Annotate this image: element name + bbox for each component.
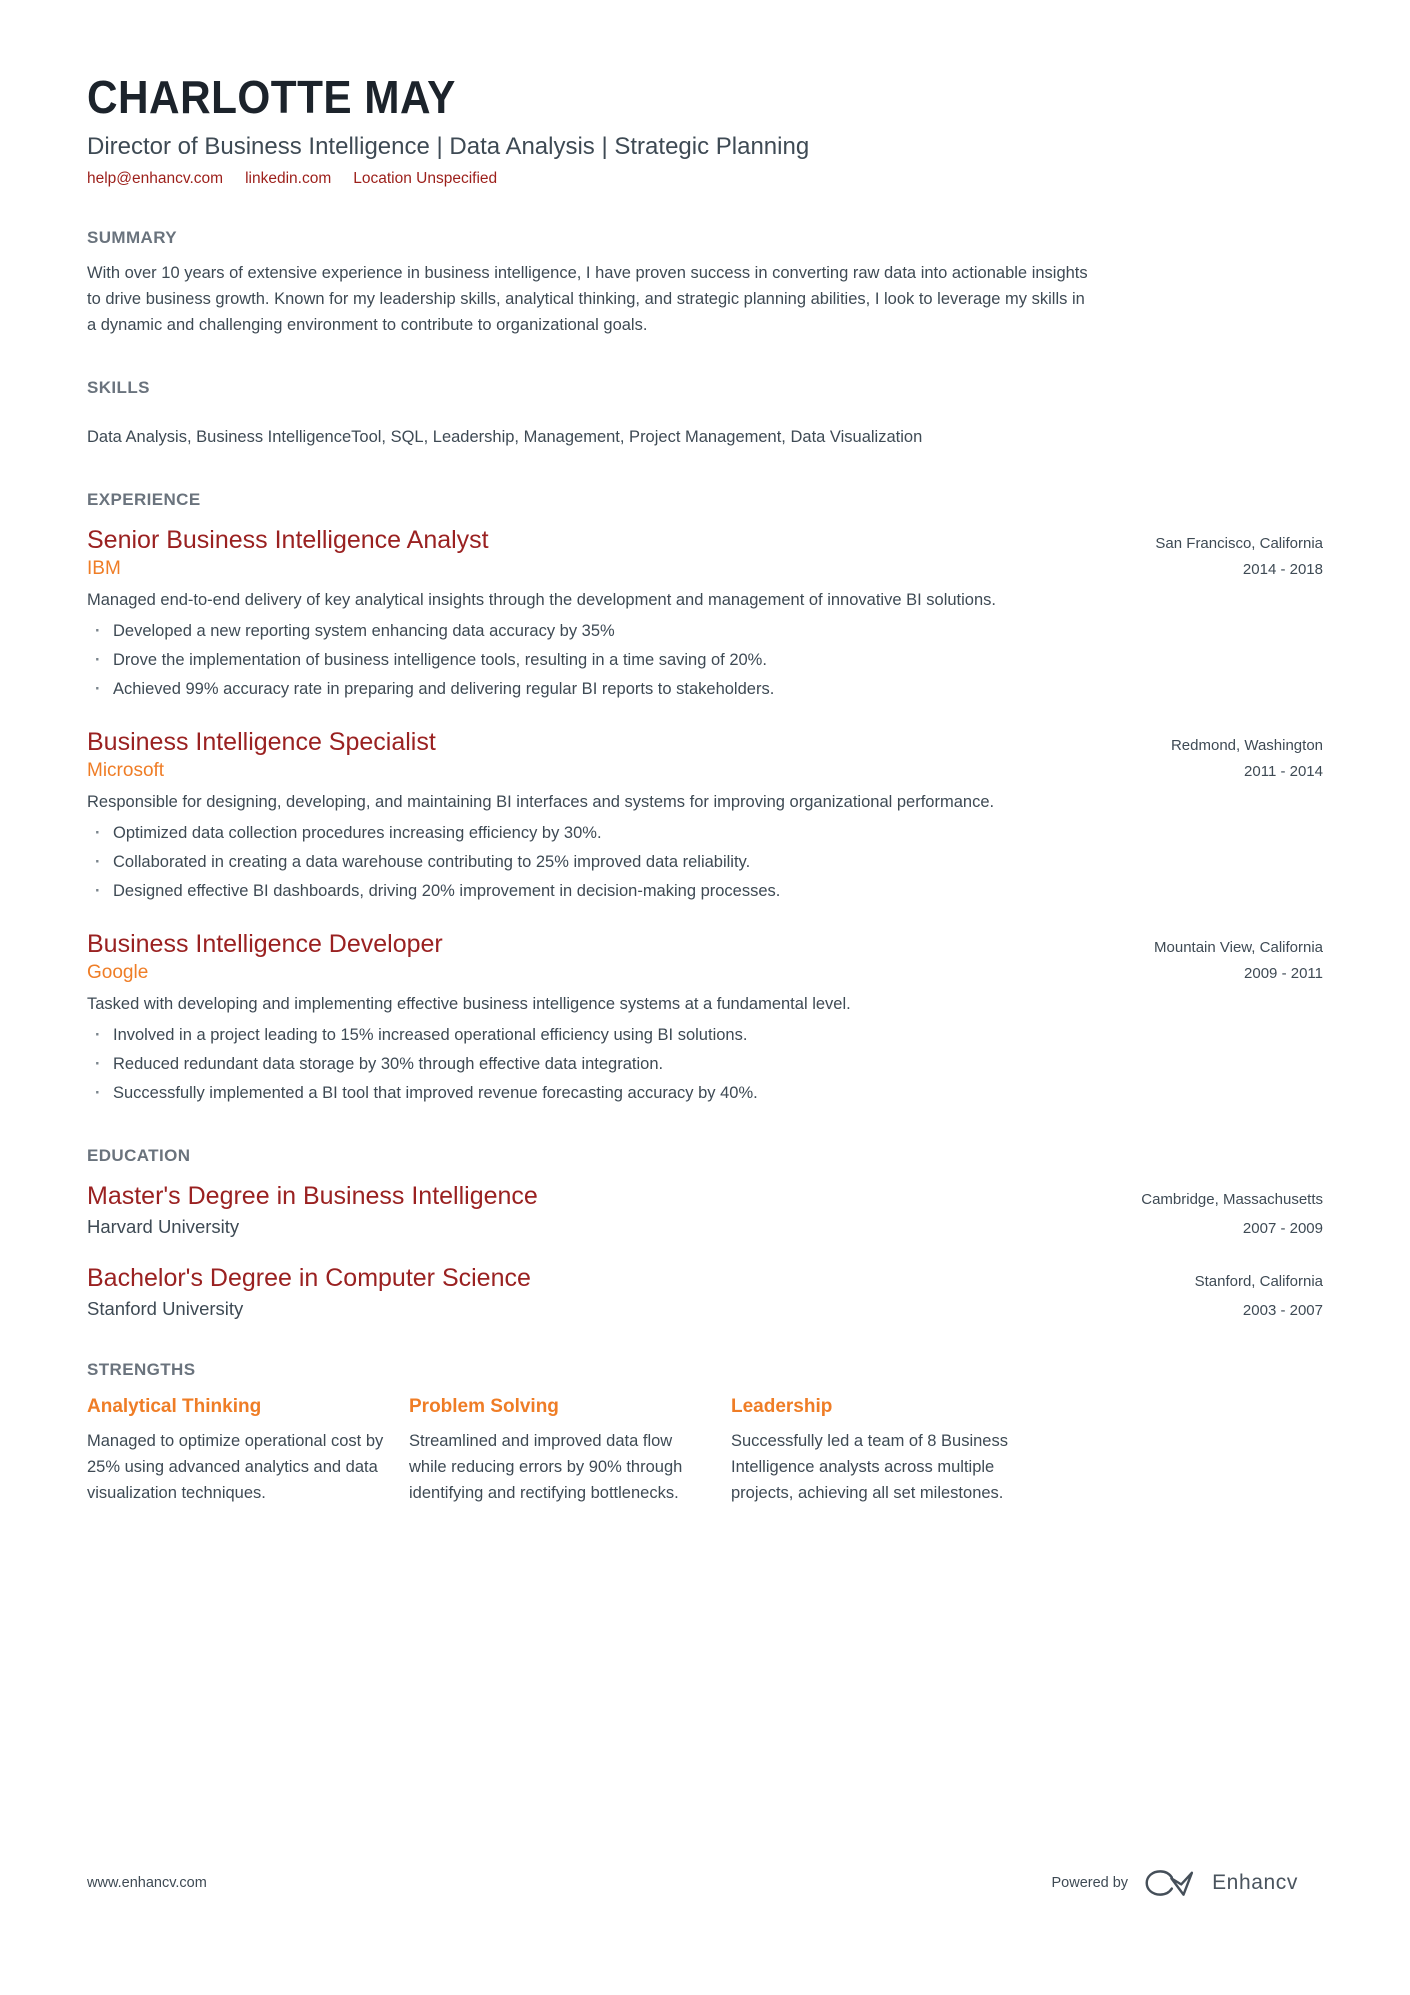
job-bullet: · Reduced redundant data storage by 30% through effective data integration. [87, 1051, 1323, 1077]
skills-heading: SKILLS [87, 378, 150, 397]
job-title-row [87, 930, 1323, 959]
skills-section [87, 378, 1323, 450]
job-company-row [87, 959, 1323, 984]
site-link[interactable]: www.enhancv.com [87, 1875, 207, 1891]
strength-title: Problem Solving [409, 1396, 559, 1417]
job-title: Business Intelligence Developer [87, 930, 443, 958]
job-bullet: · Optimized data collection procedures increasing efficiency by 30%. [87, 820, 1323, 846]
summary-section [87, 228, 1323, 338]
strength-title: Leadership [731, 1396, 833, 1417]
job-bullet: · Successfully implemented a BI tool that improved revenue forecasting accuracy by 40%. [87, 1080, 1323, 1106]
job-description: Managed end-to-end delivery of key analytical insights through the development and management of innovative BI solutions. [87, 591, 996, 609]
education-entry [87, 1264, 1323, 1320]
job-bullet: · Achieved 99% accuracy rate in preparing and delivering regular BI reports to stakeholders. [87, 676, 1323, 702]
degree-title-row [87, 1264, 1323, 1293]
strength-text: Successfully led a team of 8 Business Intelligence analysts across multiple projects, achieving all set milestones. [731, 1432, 1008, 1502]
experience-entry [87, 526, 1323, 702]
job-title-row [87, 728, 1323, 757]
experience-heading: EXPERIENCE [87, 490, 201, 509]
experience-entry [87, 930, 1323, 1106]
strength-item [409, 1396, 731, 1506]
email-link[interactable]: help@enhancv.com [87, 170, 224, 187]
job-title-row [87, 526, 1323, 555]
job-company: IBM [87, 558, 121, 579]
person-headline: Director of Business Intelligence | Data Analysis | Strategic Planning [87, 133, 810, 160]
degree-dates: 2007 - 2009 [1242, 1220, 1323, 1237]
degree-school: Stanford University [87, 1298, 244, 1319]
strengths-section [87, 1360, 1323, 1506]
degree-location: Stanford, California [1194, 1273, 1323, 1290]
enhancv-wordmark[interactable]: Enhancv [1212, 1871, 1298, 1894]
job-description: Responsible for designing, developing, and maintaining BI interfaces and systems for improving organizational performance. [87, 793, 995, 811]
job-bullet: · Involved in a project leading to 15% increased operational efficiency using BI solutions. [87, 1022, 1323, 1048]
job-dates: 2014 - 2018 [1242, 561, 1323, 578]
strength-text: Managed to optimize operational cost by 25% using advanced analytics and data visualization techniques. [87, 1432, 384, 1502]
job-bullet: · Designed effective BI dashboards, driving 20% improvement in decision-making processes. [87, 878, 1323, 904]
strength-text: Streamlined and improved data flow while reducing errors by 90% through identifying and rectifying bottlenecks. [409, 1432, 683, 1502]
powered-by-block [1051, 1868, 1298, 1898]
education-heading: EDUCATION [87, 1146, 191, 1165]
job-description: Tasked with developing and implementing effective business intelligence systems at a fundamental level. [87, 995, 851, 1013]
strength-item [87, 1396, 409, 1506]
experience-entry [87, 728, 1323, 904]
job-location: Redmond, Washington [1170, 737, 1323, 754]
degree-school-row [87, 1293, 1323, 1320]
strengths-heading: STRENGTHS [87, 1360, 196, 1379]
education-entry [87, 1182, 1323, 1238]
page-footer [87, 1868, 1298, 1898]
job-bullets [87, 618, 1323, 702]
degree-title: Master's Degree in Business Intelligence [87, 1182, 538, 1210]
job-bullets [87, 820, 1323, 904]
job-title: Senior Business Intelligence Analyst [87, 526, 489, 554]
summary-heading: SUMMARY [87, 228, 177, 247]
job-title: Business Intelligence Specialist [87, 728, 436, 756]
job-dates: 2011 - 2014 [1244, 763, 1323, 780]
resume-header [87, 70, 1323, 188]
summary-text: With over 10 years of extensive experience in business intelligence, I have proven success in converting raw data into actionable insights to drive business growth. Known for my leadership skills, analytical thinking, and strategic planning abilities, I look to leverage my skills in a dynamic and challenging environment to contribute to organizational goals. [87, 264, 1088, 334]
education-section [87, 1146, 1323, 1320]
job-company-row [87, 555, 1323, 580]
job-bullet: · Developed a new reporting system enhancing data accuracy by 35% [87, 618, 1323, 644]
linkedin-link[interactable]: linkedin.com [245, 170, 332, 187]
job-bullet: · Drove the implementation of business intelligence tools, resulting in a time saving of 20%. [87, 647, 1323, 673]
degree-location: Cambridge, Massachusetts [1141, 1191, 1323, 1208]
job-company: Microsoft [87, 760, 165, 781]
job-bullet: · Collaborated in creating a data warehouse contributing to 25% improved data reliability. [87, 849, 1323, 875]
job-location: San Francisco, California [1155, 535, 1323, 552]
experience-section [87, 490, 1323, 1106]
strength-item [731, 1396, 1053, 1506]
strength-title: Analytical Thinking [87, 1396, 262, 1417]
job-dates: 2009 - 2011 [1244, 965, 1323, 982]
powered-by-label: Powered by [1051, 1875, 1129, 1891]
contact-row [87, 170, 1323, 188]
degree-dates: 2003 - 2007 [1242, 1302, 1323, 1319]
location-text: Location Unspecified [353, 170, 498, 187]
job-company: Google [87, 962, 149, 983]
job-bullets [87, 1022, 1323, 1106]
skills-list: Data Analysis, Business IntelligenceTool, SQL, Leadership, Management, Project Management, Data Visualization [87, 428, 923, 446]
enhancv-logo-icon[interactable] [1143, 1868, 1197, 1898]
degree-title-row [87, 1182, 1323, 1211]
degree-school: Harvard University [87, 1216, 240, 1237]
strengths-grid [87, 1396, 1323, 1506]
degree-school-row [87, 1211, 1323, 1238]
person-name: CHARLOTTE MAY [87, 71, 456, 123]
job-company-row [87, 757, 1323, 782]
degree-title: Bachelor's Degree in Computer Science [87, 1264, 531, 1292]
job-location: Mountain View, California [1154, 939, 1323, 956]
